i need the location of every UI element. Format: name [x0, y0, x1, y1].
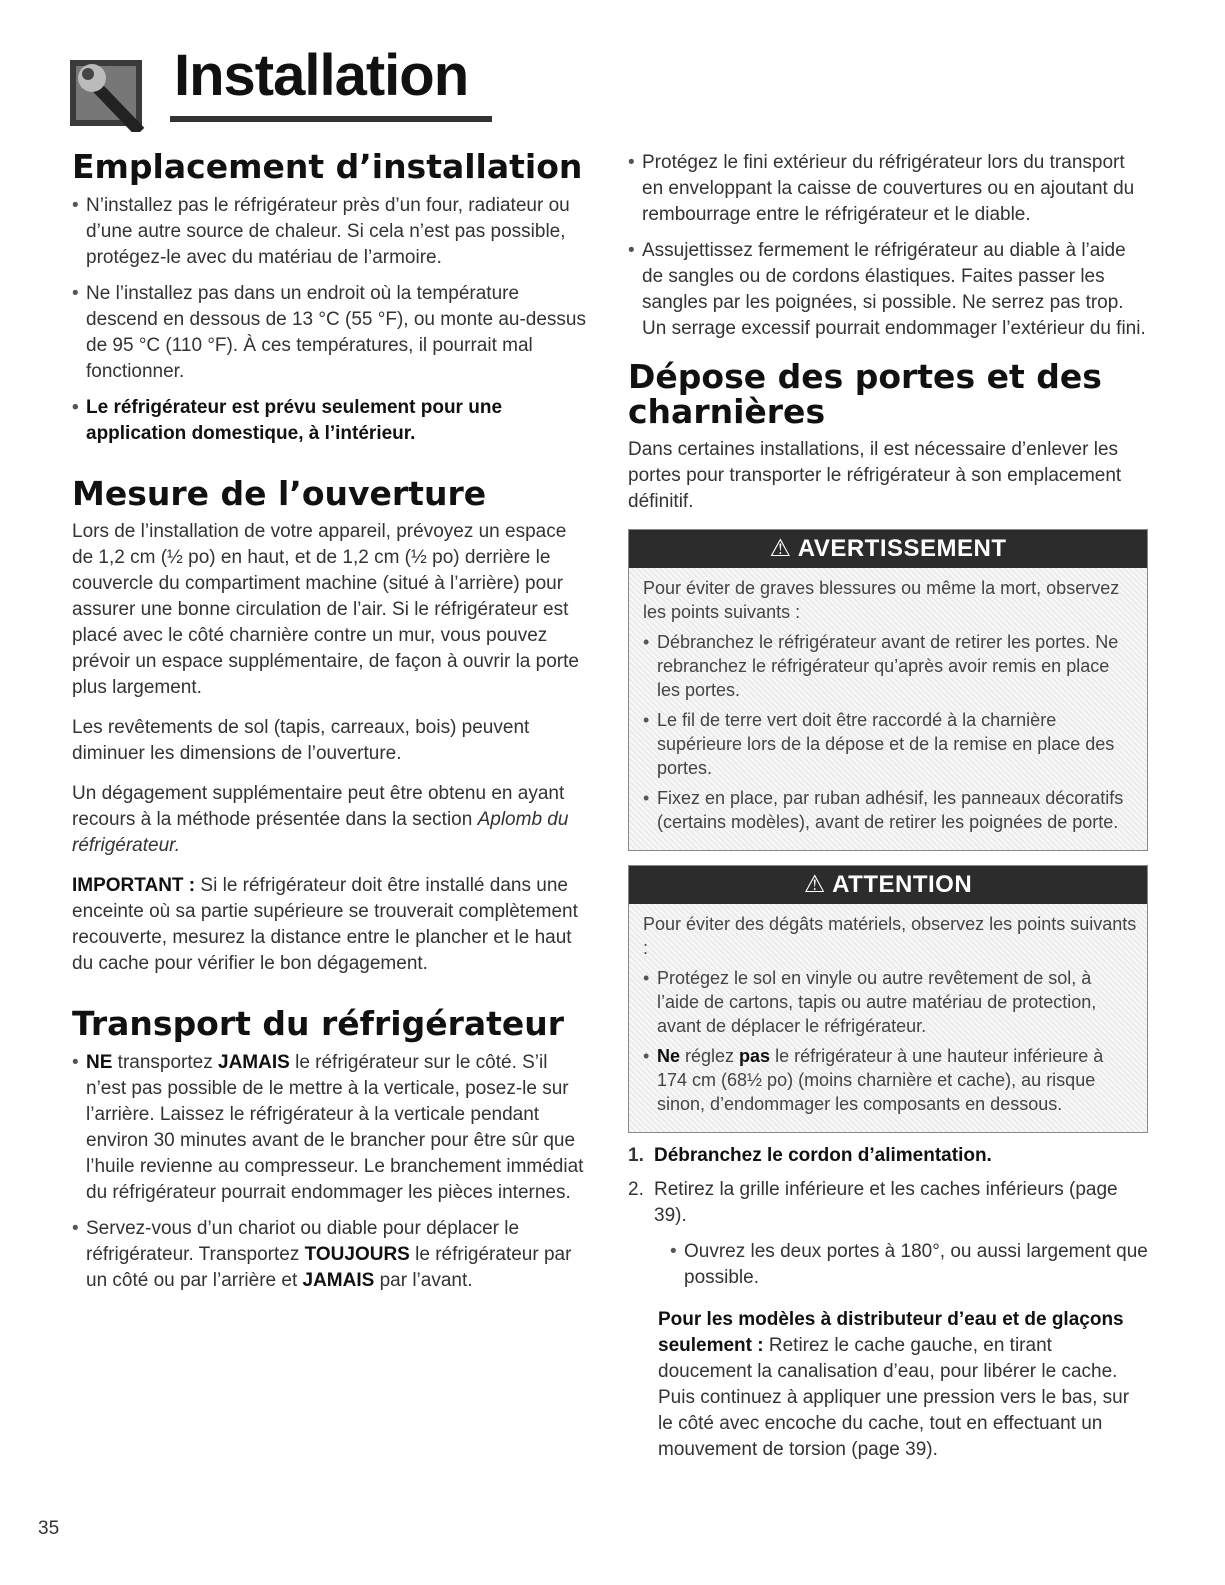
emphasis: pas: [739, 1046, 771, 1067]
emphasis: TOUJOURS: [304, 1243, 410, 1265]
warning-title: ⚠ AVERTISSEMENT: [629, 530, 1147, 568]
list-item: • Débranchez le réfrigérateur avant de retirer les portes. Ne rebranchez le réfrigérateur qu’après avoir remis en place les portes.: [643, 630, 1137, 702]
section-heading-mesure: Mesure de l’ouverture: [72, 473, 487, 513]
step-2: [628, 1177, 1148, 1291]
list-item: • N’installez pas le réfrigérateur près d’un four, radiateur ou d’une autre source de chaleur. Si cela n’est pas possible, protégez-le avec du matériau de l’armoire.: [72, 193, 587, 271]
caution-box: [628, 865, 1148, 1133]
list-item: • Le fil de terre vert doit être raccordé à la charnière supérieure lors de la dépose et de la remise en place des portes.: [643, 708, 1137, 780]
title-underline: [170, 116, 492, 122]
emphasis: JAMAIS: [302, 1269, 375, 1291]
page-number: 35: [38, 1518, 60, 1539]
emphasis: JAMAIS: [218, 1051, 290, 1073]
text: le réfrigérateur par un côté ou par l’arrière et: [86, 1243, 572, 1291]
transport-list: [72, 1050, 587, 1294]
important-label: IMPORTANT :: [72, 875, 196, 897]
list-item: • Protégez le fini extérieur du réfrigérateur lors du transport en enveloppant la caisse de couvertures ou en ajoutant du rembourrage entre le réfrigérateur et le diable.: [628, 150, 1148, 228]
section-heading-transport: Transport du réfrigérateur: [72, 1004, 565, 1044]
text: transportez: [112, 1051, 219, 1073]
list-item: [72, 1050, 587, 1206]
list-item: • Protégez le sol en vinyle ou autre revêtement de sol, à l’aide de cartons, tapis ou autre matériau de protection, avant de déplacer le réfrigérateur.: [643, 966, 1137, 1038]
transport-list-continued: [628, 150, 1148, 342]
list-item: • Fixez en place, par ruban adhésif, les panneaux décoratifs (certains modèles), avant de retirer les poignées de porte.: [643, 786, 1137, 834]
warning-box: [628, 529, 1148, 851]
caution-list: [643, 966, 1137, 1116]
page-header: [70, 42, 469, 132]
paragraph: [72, 781, 587, 859]
list-item: • Le réfrigérateur est prévu seulement pour une application domestique, à l’intérieur.: [72, 395, 587, 447]
step-2-text: Retirez la grille inférieure et les caches inférieurs (page 39).: [654, 1179, 1118, 1227]
list-item: • Ouvrez les deux portes à 180°, ou aussi largement que possible.: [670, 1239, 1148, 1291]
text: le réfrigérateur à une hauteur inférieure à 174 cm (68½ po) (moins charnière et cache), au risque sinon, d’endommager les composants en dessous.: [657, 1046, 1104, 1115]
paragraph: Lors de l’installation de votre appareil, prévoyez un espace de 1,2 cm (½ po) en haut, et de 1,2 cm (½ po) derrière le couvercle du compartiment machine (situé à l’arrière) pour assurer une bonne circulation de l’air. Si le réfrigérateur est placé avec le côté charnière contre un mur, vous pouvez prévoir un espace supplémentaire, de façon à ouvrir la porte plus largement.: [72, 521, 579, 699]
left-column: [72, 147, 587, 1308]
paragraph: [628, 1307, 1148, 1463]
emphasis: NE: [86, 1051, 113, 1073]
paragraph: Les revêtements de sol (tapis, carreaux, bois) peuvent diminuer les dimensions de l’ouverture.: [72, 717, 530, 765]
note-label: Pour les modèles à distributeur d’eau et de glaçons seulement :: [658, 1309, 1124, 1357]
caution-intro: Pour éviter des dégâts matériels, observez les points suivants :: [643, 914, 1137, 959]
text: réglez: [680, 1046, 740, 1067]
section-heading-depose: Dépose des portes et des charnières: [628, 357, 1102, 431]
warning-list: [643, 630, 1137, 834]
list-item: • Ne l’installez pas dans un endroit où la température descend en dessous de 13 °C (55 °F), ou monte au-dessus de 95 °C (110 °F). À ces températures, il pourrait mal fonctionner.: [72, 281, 587, 385]
list-item: [643, 1044, 1137, 1116]
text: Servez-vous d’un chariot ou diable pour déplacer le réfrigérateur. Transportez: [86, 1217, 520, 1265]
warning-intro: Pour éviter de graves blessures ou même la mort, observez les points suivants :: [643, 578, 1120, 623]
caution-title: ⚠ ATTENTION: [629, 866, 1147, 904]
list-item: • Assujettissez fermement le réfrigérateur au diable à l’aide de sangles ou de cordons élastiques. Faites passer les sangles par les poignées, si possible. Ne serrez pas trop. Un serrage excessif pourrait endommager l’extérieur du fini.: [628, 238, 1148, 342]
steps-list: [628, 1143, 1148, 1291]
emplacement-list: [72, 193, 587, 447]
step-1: 1. Débranchez le cordon d’alimentation.: [628, 1143, 1148, 1169]
text: le réfrigérateur sur le côté. S’il n’est pas possible de le mettre à la verticale, posez-le sur l’arrière. Laissez le réfrigérateur à la verticale pendant environ 30 minutes avant de le brancher pour être sûr que l’huile revienne au compresseur. Le branchement immédiat du réfrigérateur pourrait endommager les pièces internes.: [86, 1051, 584, 1203]
list-item: [72, 1216, 587, 1294]
step-2-sublist: [654, 1239, 1148, 1291]
section-heading-emplacement: Emplacement d’installation: [72, 147, 583, 186]
paragraph: Dans certaines installations, il est nécessaire d’enlever les portes pour transporter le réfrigérateur à son emplacement définitif.: [628, 439, 1122, 513]
emphasis: Ne: [657, 1046, 681, 1067]
text: Retirez le cache gauche, en tirant doucement la canalisation d’eau, pour libérer le cache. Puis continuez à appliquer une pression vers le bas, sur le côté avec encoche du cache, tout en effectuant un mouvement de torsion (page 39).: [658, 1335, 1130, 1461]
section-reference: Aplomb du réfrigérateur.: [72, 809, 569, 857]
paragraph: [72, 873, 587, 977]
text: par l’avant.: [374, 1269, 473, 1291]
page-title: Installation: [174, 43, 469, 108]
right-column: [628, 150, 1148, 1477]
wrench-icon: [70, 52, 150, 132]
text: Un dégagement supplémentaire peut être obtenu en ayant recours à la méthode présentée dans la section: [72, 783, 565, 831]
text: Si le réfrigérateur doit être installé dans une enceinte où sa partie supérieure se trouverait complètement recouverte, mesurez la distance entre le plancher et le haut du cache pour vérifier le bon dégagement.: [72, 875, 578, 975]
